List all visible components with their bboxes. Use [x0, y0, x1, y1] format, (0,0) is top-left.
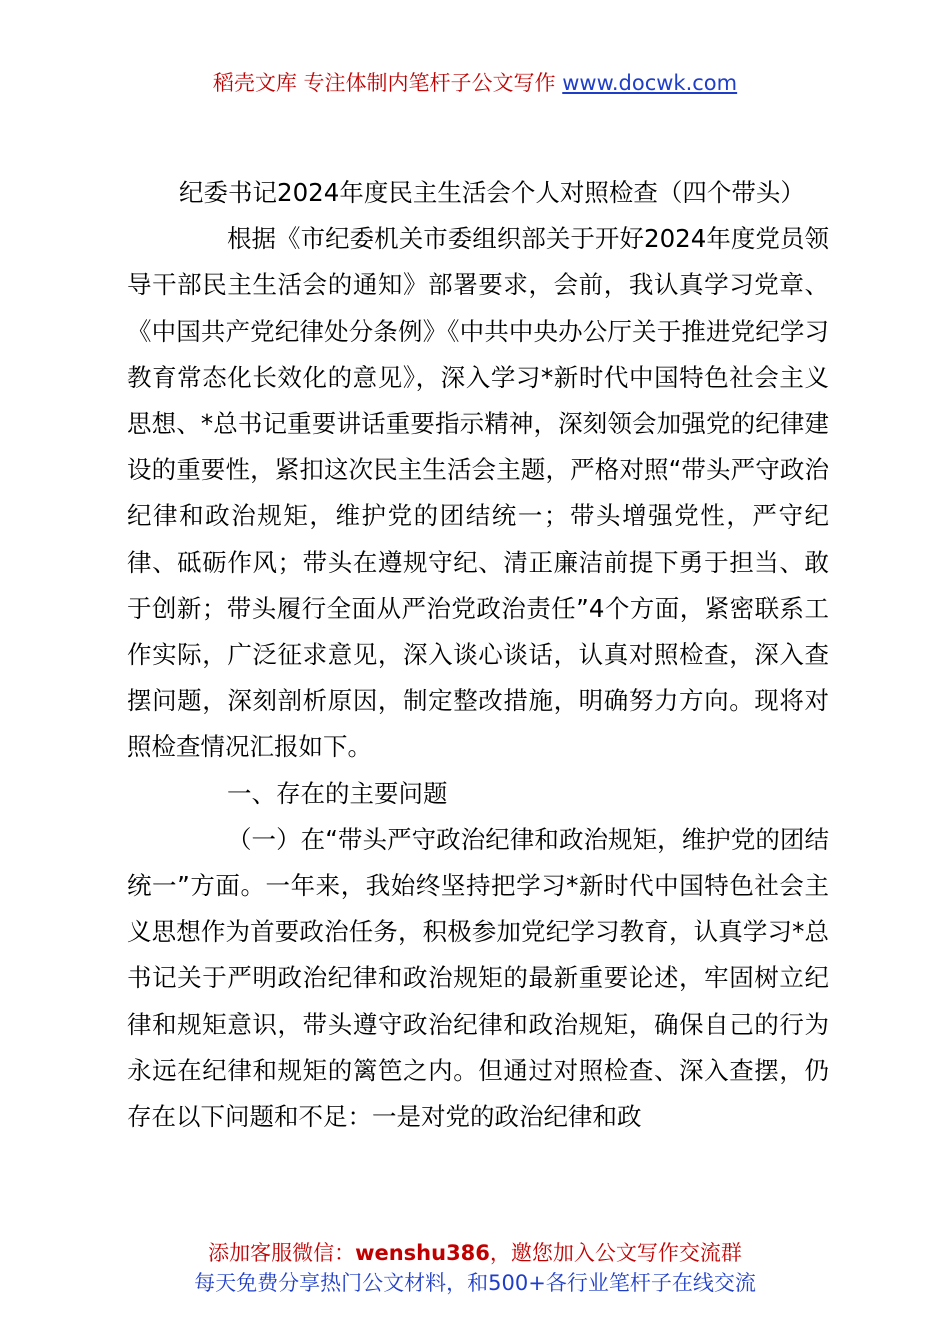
document-title: 纪委书记2024年度民主生活会个人对照检查（四个带头）: [179, 178, 805, 207]
footer-contact-line: [0, 1238, 950, 1268]
page-footer: [0, 1238, 950, 1298]
paragraph-intro: 根据《市纪委机关市委组织部关于开好2024年度党员领导干部民主生活会的通知》部署要求，会前，我认真学习党章、《中国共产党纪律处分条例》《中共中央办公厅关于推进党纪学习教育常态化长效化的意见》，深入学习*新时代中国特色社会主义思想、*总书记重要讲话重要指示精神，深刻领会加强党的纪律建设的重要性，紧扣这次民主生活会主题，严格对照“带头严守政治纪律和政治规矩，维护党的团结统一；带头增强党性，严守纪律、砥砺作风；带头在遵规守纪、清正廉洁前提下勇于担当、敢于创新；带头履行全面从严治党政治责任”4个方面，紧密联系工作实际，广泛征求意见，深入谈心谈话，认真对照检查，深入查摆问题，深刻剖析原因，制定整改措施，明确努力方向。现将对照检查情况汇报如下。: [127, 224, 829, 762]
footer-promo-line: 每天免费分享热门公文材料，和500+各行业笔杆子在线交流: [194, 1271, 756, 1295]
footer-contact-prefix: 添加客服微信：: [208, 1241, 356, 1265]
paragraph-subsection-1: （一）在“带头严守政治纪律和政治规矩，维护党的团结统一”方面。一年来，我始终坚持把学习*新时代中国特色社会主义思想作为首要政治任务，积极参加党纪学习教育，认真学习*总书记关于严明政治纪律和政治规矩的最新重要论述，牢固树立纪律和规矩意识，带头遵守政治纪律和政治规矩，确保自己的行为永远在纪律和规矩的篱笆之内。但通过对照检查、深入查摆，仍存在以下问题和不足：一是对党的政治纪律和政: [127, 824, 829, 1132]
section-heading-main-problems: 一、存在的主要问题: [227, 778, 448, 808]
page-header: [0, 68, 950, 98]
header-brand-text: 稻壳文库 专注体制内笔杆子公文写作: [212, 71, 556, 95]
header-website-link[interactable]: www.docwk.com: [562, 71, 738, 95]
footer-contact-suffix: ，邀您加入公文写作交流群: [489, 1241, 742, 1265]
footer-wechat-id: wenshu386: [355, 1241, 490, 1265]
document-body: [127, 170, 829, 1140]
